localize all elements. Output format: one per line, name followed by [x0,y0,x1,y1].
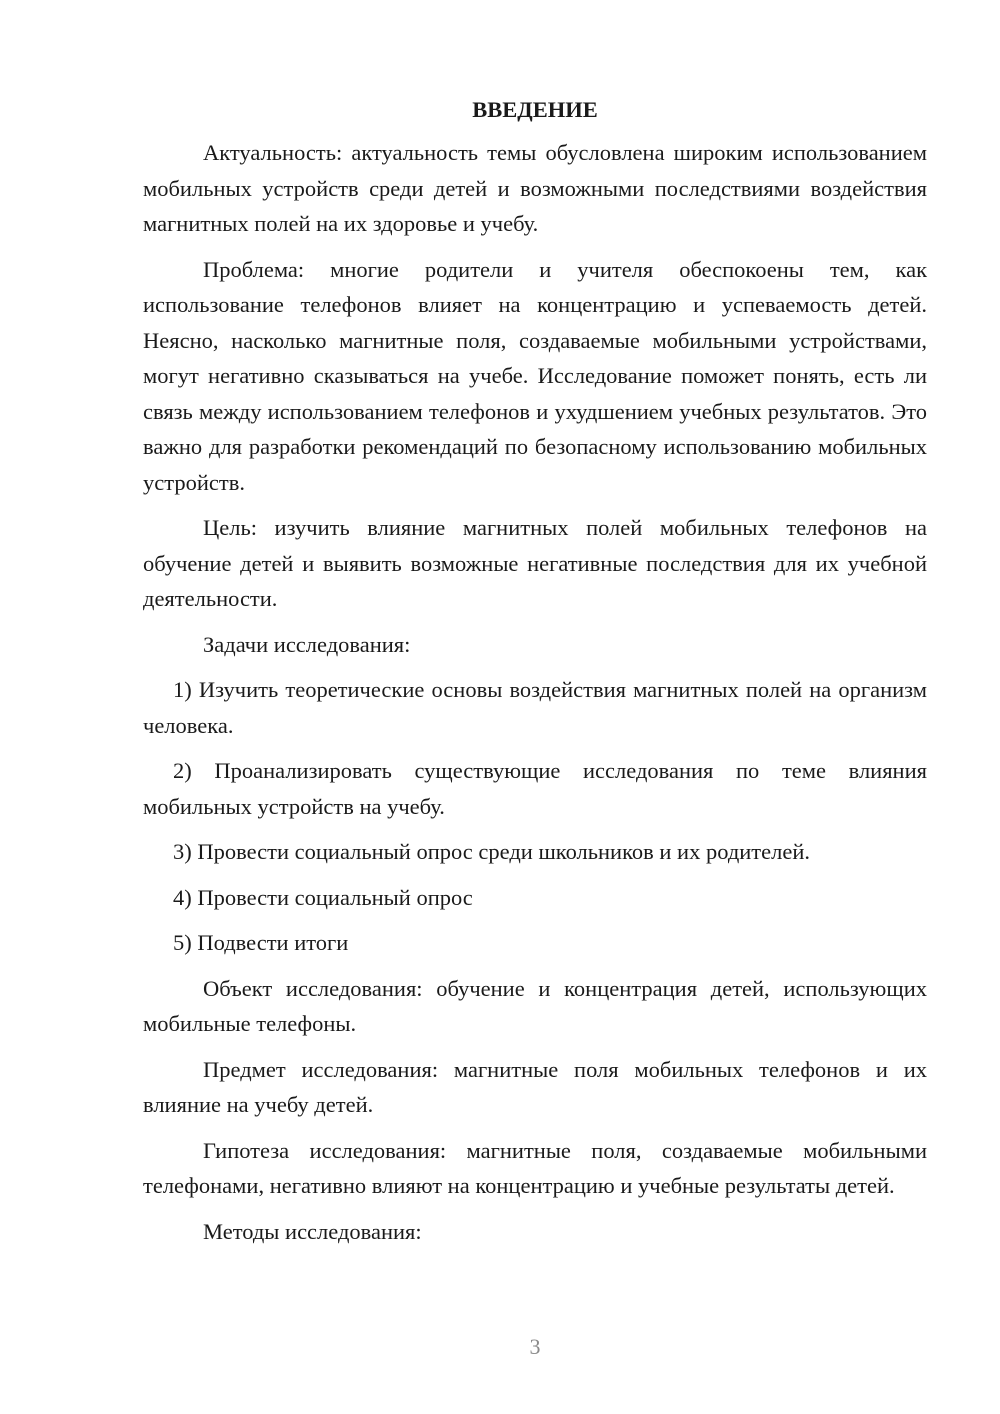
tasks-heading: Задачи исследования: [203,631,411,657]
section-title: ВВЕДЕНИЕ [472,97,598,122]
list-item: 3) Провести социальный опрос среди школьников и их родителей. [173,839,811,864]
relevance-paragraph: Актуальность: актуальность темы обусловлена широким использованием мобильных устройств среди детей и возможными последствиями воздействия магнитных полей на их здоровье и учебу. [143,140,927,236]
goal-paragraph: Цель: изучить влияние магнитных полей мобильных телефонов на обучение детей и выявить возможные негативные последствия для их учебной деятельности. [143,515,927,611]
problem-paragraph: Проблема: многие родители и учителя обеспокоены тем, как использование телефонов влияет на концентрацию и успеваемость детей. Неясно, насколько магнитные поля, создаваемые мобильными устройствами, могут негативно сказываться на учебе. Исследование поможет понять, есть ли связь между использованием телефонов и ухудшением учебных результатов. Это важно для разработки рекомендаций по безопасному использованию мобильных устройств. [143,256,927,495]
list-item: 2) Проанализировать существующие исследования по теме влияния мобильных устройств на учебу. [143,758,927,819]
object-paragraph: Объект исследования: обучение и концентрация детей, использующих мобильные телефоны. [143,975,927,1036]
page-number: 3 [529,1334,541,1359]
list-item: 5) Подвести итоги [173,930,349,955]
list-item: 4) Провести социальный опрос [173,884,473,910]
document-page [143,92,927,1259]
tasks-list [143,672,927,961]
hypothesis-paragraph: Гипотеза исследования: магнитные поля, создаваемые мобильными телефонами, негативно влияют на концентрацию и учебные результаты детей. [143,1137,927,1198]
methods-heading: Методы исследования: [203,1218,422,1244]
subject-paragraph: Предмет исследования: магнитные поля мобильных телефонов и их влияние на учебу детей. [143,1056,927,1117]
list-item: 1) Изучить теоретические основы воздействия магнитных полей на организм человека. [143,677,927,738]
